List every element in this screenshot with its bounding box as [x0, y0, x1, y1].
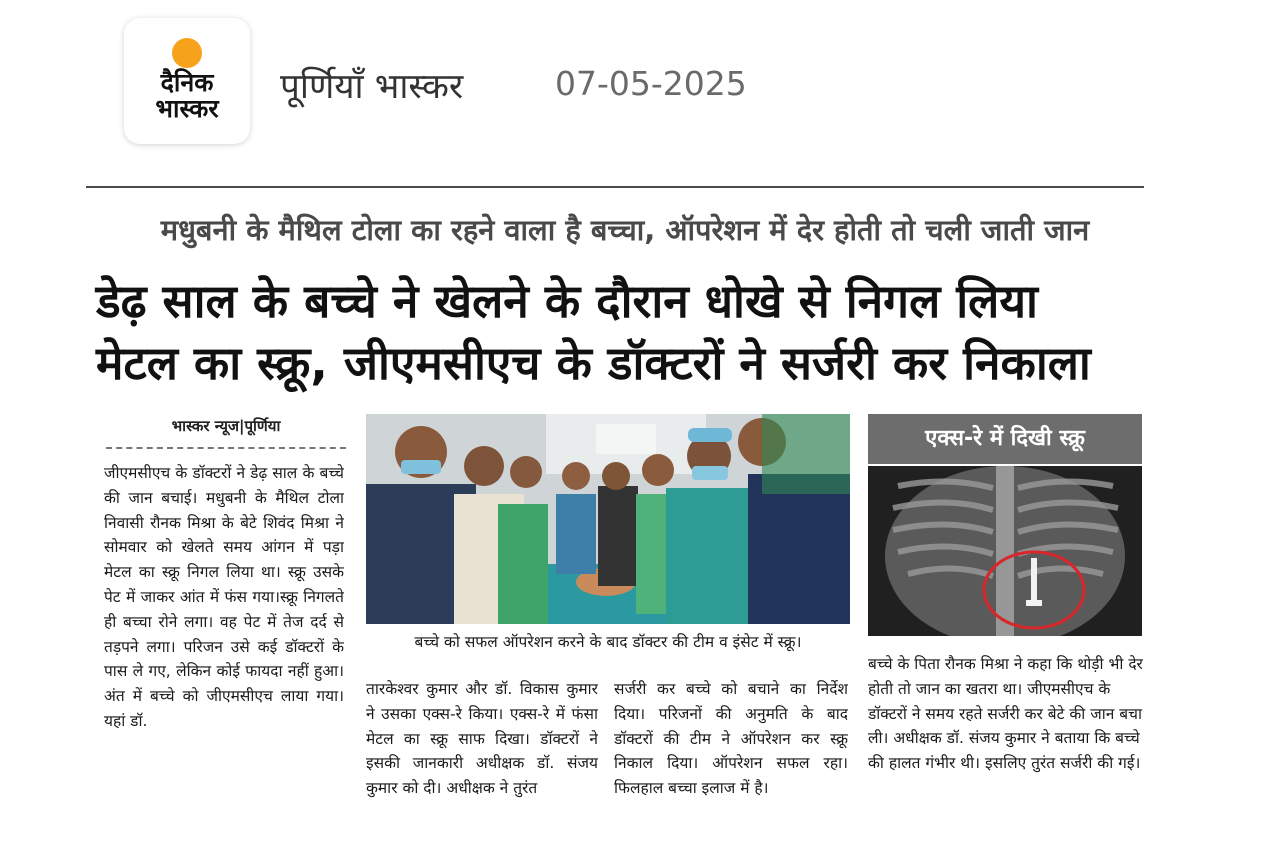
- article-column-2: तारकेश्वर कुमार और डॉ. विकास कुमार ने उसका एक्स-रे किया। एक्स-रे में फंसा मेटल का स्क्रू साफ दिखा। डॉक्टरों ने इसकी जानकारी अधीक्षक डॉ. संजय कुमार को दी। अधीक्षक ने तुरंत: [366, 680, 598, 798]
- edition-title: पूर्णियाँ भास्कर: [280, 67, 464, 107]
- byline-divider: [106, 447, 346, 449]
- article-kicker: मधुबनी के मैथिल टोला का रहने वाला है बच्चा, ऑपरेशन में देर होती तो चली जाती जान: [160, 213, 1090, 247]
- article-column-4: बच्चे के पिता रौनक मिश्रा ने कहा कि थोड़ी भी देर होती तो जान का खतरा था। जीएमसीएच के डॉक्टरों ने समय रहते सर्जरी कर बेटे की जान बचा ली। अधीक्षक डॉ. संजय कुमार ने बताया कि बच्चे की हालत गंभीर थी। इसलिए तुरंत सर्जरी की गई।: [868, 655, 1143, 773]
- doctors-photo-illustration: [366, 414, 850, 624]
- publish-date: 07-05-2025: [555, 64, 747, 103]
- dainik-bhaskar-logo: [124, 18, 250, 144]
- doctors-team-photo: [366, 414, 850, 624]
- headline-line-2: मेटल का स्क्रू, जीएमसीएच के डॉक्टरों ने सर्जरी कर निकाला: [96, 336, 1091, 390]
- byline: भास्कर न्यूज|पूर्णिया: [171, 417, 281, 435]
- xray-illustration: [868, 466, 1142, 636]
- article-column-3: सर्जरी कर बच्चे को बचाने का निर्देश दिया। परिजनों की अनुमति के बाद डॉक्टरों की टीम ने ऑपरेशन कर स्क्रू निकाल दिया। ऑपरेशन सफल रहा। फिलहाल बच्चा इलाज में है।: [614, 680, 848, 798]
- sun-icon: [172, 38, 202, 68]
- xray-inset-label: एक्स-रे में दिखी स्क्रू: [868, 414, 1142, 464]
- logo-line-2: भास्कर: [155, 94, 219, 123]
- photo-caption: बच्चे को सफल ऑपरेशन करने के बाद डॉक्टर की टीम व इंसेट में स्क्रू।: [414, 633, 802, 651]
- article-column-1: जीएमसीएच के डॉक्टरों ने डेढ़ साल के बच्चे की जान बचाई। मधुबनी के मैथिल टोला निवासी रौनक मिश्रा के बेटे शिवंद मिश्रा ने सोमवार को खेलते समय आंगन में पड़ा मेटल का स्क्रू निगल लिया था। स्क्रू उसके पेट में जाकर आंत में फंस गया।स्क्रू निगलते ही बच्चा रोने लगा। वह पेट में तेज दर्द से तड़पने लगा। परिजन उसे कई डॉक्टरों के पास ले गए, लेकिन कोई फायदा नहीं हुआ। अंत में बच्चे को जीएमसीएच लाया गया। यहां डॉ.: [104, 464, 344, 730]
- xray-image: [868, 466, 1142, 636]
- header-divider: [86, 186, 1144, 188]
- logo-line-1: दैनिक: [160, 68, 214, 97]
- headline-line-1: डेढ़ साल के बच्चे ने खेलने के दौरान धोखे से निगल लिया: [96, 274, 1038, 328]
- article-headline: [96, 270, 1176, 394]
